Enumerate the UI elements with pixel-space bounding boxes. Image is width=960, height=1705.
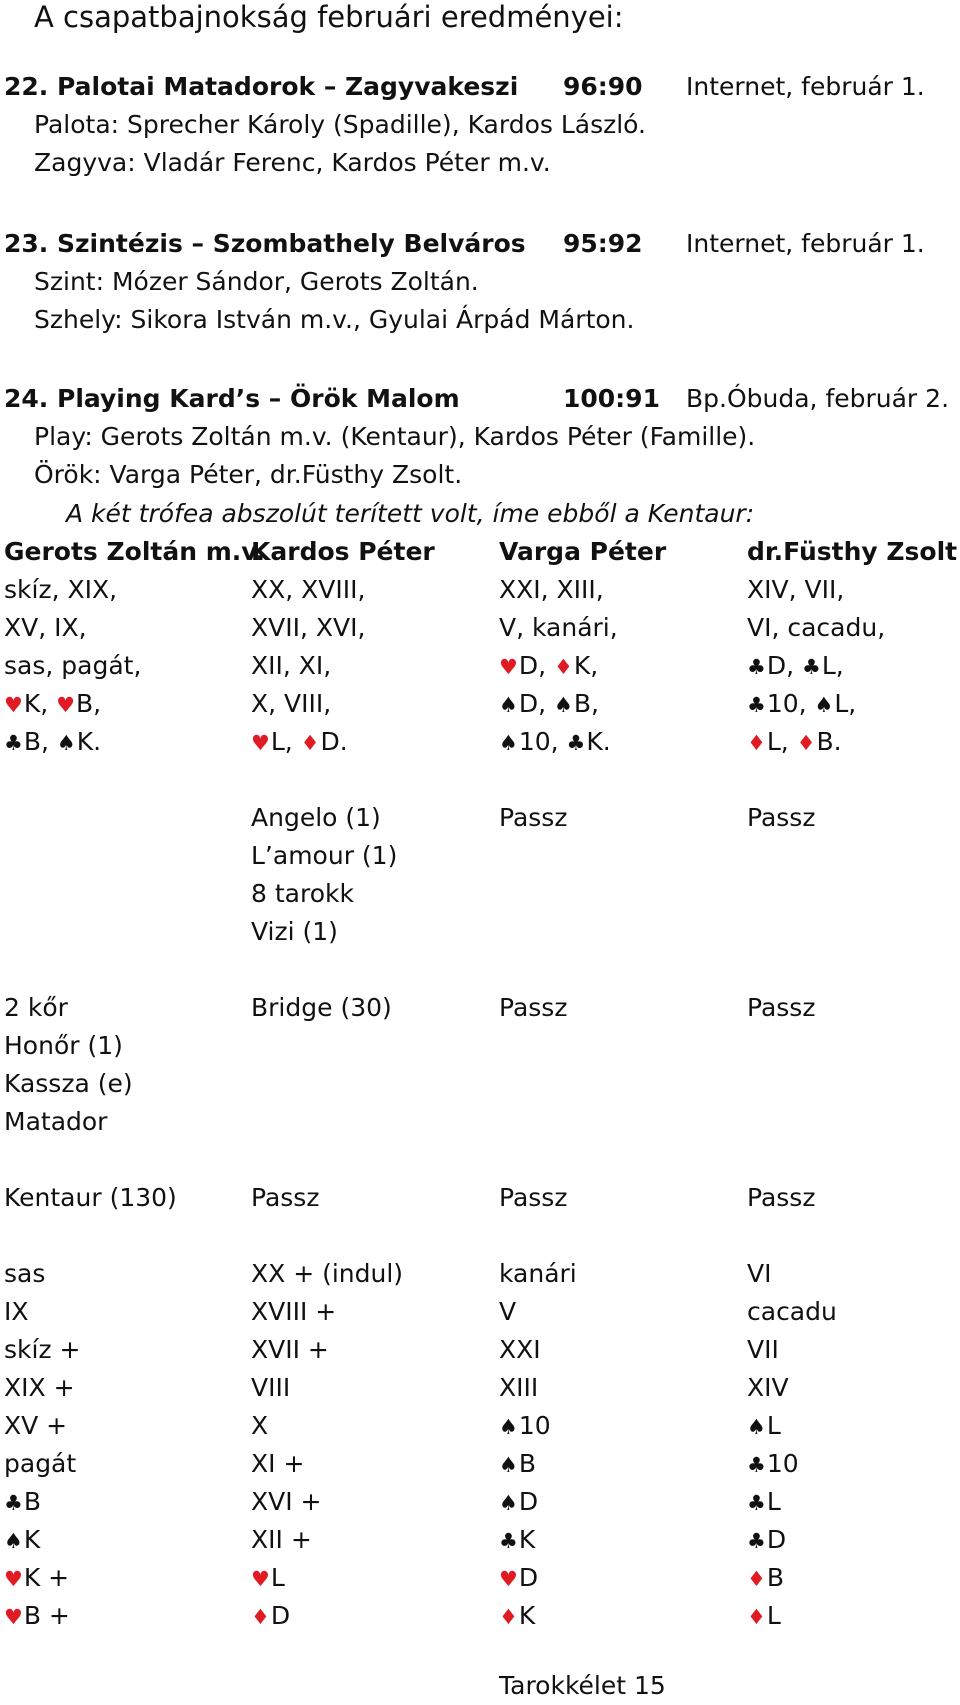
hand-row-cell: ♦L, ♦B.: [747, 723, 842, 762]
player-name: Gerots Zoltán m.v.: [4, 537, 266, 566]
hand-row-cell: XII, XI,: [251, 651, 332, 680]
play-row-cell: XVII +: [251, 1335, 329, 1364]
match-22-header: 22. Palotai Matadorok – Zagyvakeszi: [4, 72, 519, 101]
player-name: dr.Füsthy Zsolt: [747, 537, 958, 566]
hand-row-cell: XVII, XVI,: [251, 613, 366, 642]
bidding-row-cell: Honőr (1): [4, 1031, 123, 1060]
hand-row: [0, 685, 960, 723]
bidding-row-cell: Bridge (30): [251, 993, 392, 1022]
bidding-row-cell: Kassza (e): [4, 1069, 133, 1098]
heart-icon: ♥: [4, 693, 23, 717]
play-row-cell: ♦D: [251, 1597, 290, 1636]
hand-row-cell: V, kanári,: [499, 613, 618, 642]
play-row-cell: XVIII +: [251, 1297, 337, 1326]
match-23-score: 95:92: [563, 229, 643, 258]
play-row-cell: XIV: [747, 1373, 789, 1402]
play-row-cell: ♣B: [4, 1483, 41, 1522]
club-icon: ♣: [747, 693, 766, 717]
play-row: [0, 1445, 960, 1483]
play-row-cell: ♦L: [747, 1597, 781, 1636]
hand-row-cell: XIV, VII,: [747, 575, 845, 604]
club-icon: ♣: [801, 655, 821, 679]
match-22-score: 96:90: [563, 72, 643, 101]
match-24-team2: Örök: Varga Péter, dr.Füsthy Zsolt.: [34, 460, 463, 489]
footer-text: Tarokkélet 15: [499, 1671, 666, 1700]
match-22-place: Internet, február 1.: [686, 72, 925, 101]
bidding-row-cell: Passz: [747, 993, 816, 1022]
play-row-cell: ♦B: [747, 1559, 784, 1598]
match-23-header: 23. Szintézis – Szombathely Belváros: [4, 229, 526, 258]
diamond-icon: ♦: [747, 1567, 766, 1591]
play-row-cell: skíz +: [4, 1335, 81, 1364]
player-name: Kardos Péter: [251, 537, 435, 566]
heart-icon: ♥: [56, 693, 75, 717]
play-row: [0, 1369, 960, 1407]
diamond-icon: ♦: [796, 731, 816, 755]
club-icon: ♣: [747, 1529, 766, 1553]
bidding-row-cell: Passz: [747, 1183, 816, 1212]
hand-row-cell: XV, IX,: [4, 613, 87, 642]
play-row: [0, 1255, 960, 1293]
hand-row: [0, 647, 960, 685]
match-22-team1: Palota: Sprecher Károly (Spadille), Kardos László.: [34, 110, 646, 139]
spade-icon: ♠: [499, 693, 518, 717]
play-row-cell: V: [499, 1297, 517, 1326]
play-row-cell: ♠10: [499, 1407, 551, 1446]
bidding-row-cell: 2 kőr: [4, 993, 68, 1022]
spade-icon: ♠: [499, 1491, 518, 1515]
play-row-cell: ♥D: [499, 1559, 538, 1598]
play-row-cell: ♣K: [499, 1521, 535, 1560]
bidding-row-cell: Passz: [499, 803, 568, 832]
match-23-place: Internet, február 1.: [686, 229, 925, 258]
diamond-icon: ♦: [747, 1605, 766, 1629]
bidding-row: [0, 837, 960, 875]
heart-icon: ♥: [499, 655, 518, 679]
play-row-cell: XVI +: [251, 1487, 322, 1516]
bidding-row-cell: Passz: [747, 803, 816, 832]
hand-row-cell: sas, pagát,: [4, 651, 142, 680]
play-row-cell: ♠K: [4, 1521, 40, 1560]
hand-row-cell: X, VIII,: [251, 689, 332, 718]
bidding-row-cell: Vizi (1): [251, 917, 338, 946]
play-row-cell: cacadu: [747, 1297, 837, 1326]
hand-row-cell: XX, XVIII,: [251, 575, 366, 604]
spade-icon: ♠: [499, 1453, 518, 1477]
club-icon: ♣: [4, 1491, 23, 1515]
play-row-cell: VII: [747, 1335, 779, 1364]
play-row-cell: XII +: [251, 1525, 312, 1554]
play-row-cell: IX: [4, 1297, 29, 1326]
play-row: [0, 1293, 960, 1331]
match-24-place: Bp.Óbuda, február 2.: [686, 384, 950, 413]
hand-row-cell: ♣D, ♣L,: [747, 647, 844, 686]
play-row-cell: ♠B: [499, 1445, 536, 1484]
play-row-cell: VI: [747, 1259, 772, 1288]
spade-icon: ♠: [814, 693, 834, 717]
spade-icon: ♠: [499, 731, 518, 755]
club-icon: ♣: [747, 655, 766, 679]
hand-row-cell: ♣10, ♠L,: [747, 685, 856, 724]
match-22-team2: Zagyva: Vladár Ferenc, Kardos Péter m.v.: [34, 148, 551, 177]
play-row-cell: ♠L: [747, 1407, 781, 1446]
play-row-cell: sas: [4, 1259, 46, 1288]
play-row: [0, 1559, 960, 1597]
hand-row-cell: ♥D, ♦K,: [499, 647, 598, 686]
hand-row-cell: ♥L, ♦D.: [251, 723, 348, 762]
play-row-cell: ♣L: [747, 1483, 781, 1522]
play-row-cell: VIII: [251, 1373, 291, 1402]
club-icon: ♣: [4, 731, 23, 755]
diamond-icon: ♦: [747, 731, 766, 755]
bidding-row-cell: Angelo (1): [251, 803, 381, 832]
player-name: Varga Péter: [499, 537, 667, 566]
hand-row-cell: ♥K, ♥B,: [4, 685, 101, 724]
hand-row: [0, 723, 960, 761]
play-row-cell: ♣10: [747, 1445, 799, 1484]
play-row-cell: XIII: [499, 1373, 539, 1402]
heart-icon: ♥: [499, 1567, 518, 1591]
spade-icon: ♠: [553, 693, 573, 717]
hand-row-cell: XXI, XIII,: [499, 575, 604, 604]
play-row-cell: XI +: [251, 1449, 305, 1478]
play-row-cell: ♥K +: [4, 1559, 69, 1598]
play-row-cell: ♦K: [499, 1597, 535, 1636]
play-row: [0, 1407, 960, 1445]
play-row: [0, 1521, 960, 1559]
play-row-cell: ♥B +: [4, 1597, 70, 1636]
diamond-icon: ♦: [300, 731, 320, 755]
heart-icon: ♥: [251, 1567, 270, 1591]
bidding-row-cell: Passz: [251, 1183, 320, 1212]
club-icon: ♣: [747, 1453, 766, 1477]
spade-icon: ♠: [499, 1415, 518, 1439]
page-title: A csapatbajnokság februári eredményei:: [34, 0, 624, 34]
play-row-cell: XV +: [4, 1411, 68, 1440]
play-row: [0, 1331, 960, 1369]
play-row-cell: pagát: [4, 1449, 77, 1478]
match-23-team1: Szint: Mózer Sándor, Gerots Zoltán.: [34, 267, 479, 296]
play-row-cell: XXI: [499, 1335, 541, 1364]
bidding-row: [0, 1179, 960, 1217]
club-icon: ♣: [747, 1491, 766, 1515]
hand-row-cell: VI, cacadu,: [747, 613, 886, 642]
play-row-cell: ♠D: [499, 1483, 538, 1522]
intro-text: A két trófea abszolút terített volt, íme ebből a Kentaur:: [66, 499, 755, 528]
bidding-row: [0, 875, 960, 913]
bidding-row-cell: L’amour (1): [251, 841, 398, 870]
match-24-score: 100:91: [563, 384, 660, 413]
match-24-team1: Play: Gerots Zoltán m.v. (Kentaur), Kardos Péter (Famille).: [34, 422, 756, 451]
club-icon: ♣: [566, 731, 586, 755]
play-row-cell: ♥L: [251, 1559, 285, 1598]
bidding-row-cell: Passz: [499, 993, 568, 1022]
bidding-row: [0, 1065, 960, 1103]
hand-row-cell: ♠10, ♣K.: [499, 723, 611, 762]
spade-icon: ♠: [56, 731, 76, 755]
hand-row-cell: ♠D, ♠B,: [499, 685, 599, 724]
play-row-cell: XIX +: [4, 1373, 75, 1402]
play-row: [0, 1597, 960, 1635]
hand-row: [0, 571, 960, 609]
diamond-icon: ♦: [499, 1605, 518, 1629]
bidding-row: [0, 1027, 960, 1065]
diamond-icon: ♦: [553, 655, 573, 679]
bidding-row-cell: Kentaur (130): [4, 1183, 177, 1212]
play-row-cell: ♣D: [747, 1521, 786, 1560]
hand-row: [0, 609, 960, 647]
spade-icon: ♠: [4, 1529, 23, 1553]
play-row: [0, 1483, 960, 1521]
spade-icon: ♠: [747, 1415, 766, 1439]
hand-row-cell: ♣B, ♠K.: [4, 723, 101, 762]
bidding-row: [0, 913, 960, 951]
play-row-cell: XX + (indul): [251, 1259, 404, 1288]
heart-icon: ♥: [4, 1567, 23, 1591]
bidding-row-cell: Passz: [499, 1183, 568, 1212]
play-row-cell: kanári: [499, 1259, 577, 1288]
bidding-row: [0, 799, 960, 837]
players-row: [0, 533, 960, 571]
diamond-icon: ♦: [251, 1605, 270, 1629]
heart-icon: ♥: [251, 731, 270, 755]
bidding-row-cell: Matador: [4, 1107, 108, 1136]
hand-row-cell: skíz, XIX,: [4, 575, 118, 604]
bidding-row: [0, 1103, 960, 1141]
match-23-team2: Szhely: Sikora István m.v., Gyulai Árpád Márton.: [34, 305, 635, 334]
bidding-row: [0, 989, 960, 1027]
club-icon: ♣: [499, 1529, 518, 1553]
heart-icon: ♥: [4, 1605, 23, 1629]
bidding-row-cell: 8 tarokk: [251, 879, 354, 908]
match-24-header: 24. Playing Kard’s – Örök Malom: [4, 384, 460, 413]
play-row-cell: X: [251, 1411, 269, 1440]
